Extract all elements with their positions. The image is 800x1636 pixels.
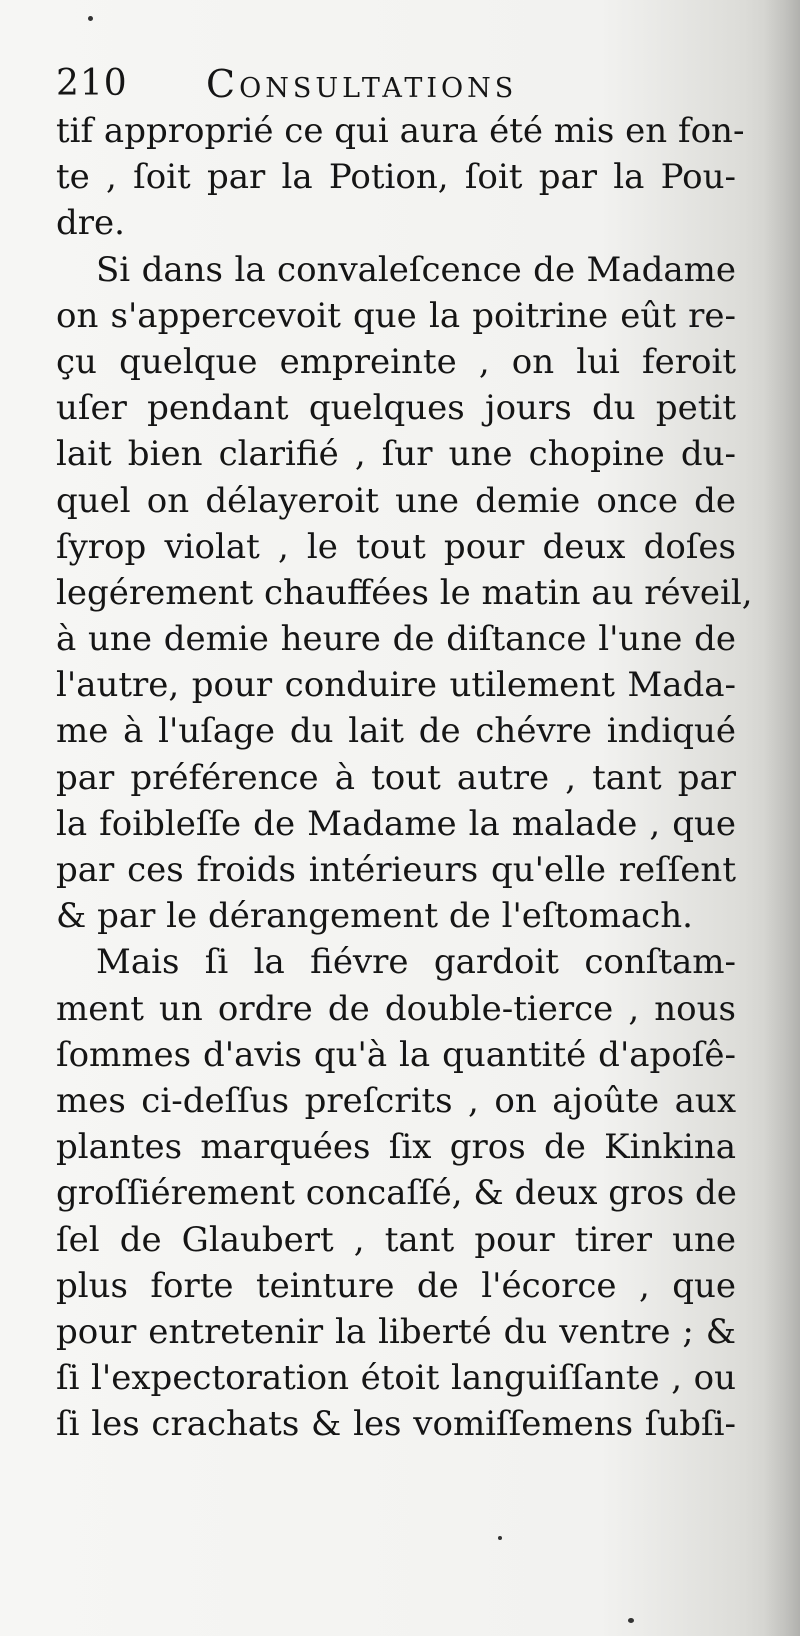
text-line: ſyrop violat , le tout pour deux doſes bbox=[56, 526, 736, 567]
text-line: plus forte teinture de l'écorce , que bbox=[56, 1265, 736, 1306]
text-line: ſi l'expectoration étoit languiſſante , ou bbox=[56, 1358, 736, 1399]
text-line: tif approprié ce qui aura été mis en fon- bbox=[56, 111, 745, 151]
text-line: çu quelque empreinte , on lui feroit bbox=[56, 341, 736, 382]
text-line: Mais ſi la fiévre gardoit conſtam- bbox=[96, 942, 736, 983]
text-line: legérement chauffées le matin au réveil, bbox=[56, 572, 753, 613]
text-line: on s'appercevoit que la poitrine eût re- bbox=[56, 295, 736, 336]
text-line: Si dans la convaleſcence de Madame bbox=[96, 249, 736, 290]
ink-speck bbox=[498, 1536, 502, 1540]
text-line: par ces froids intérieurs qu'elle reſſent bbox=[56, 850, 736, 890]
running-head bbox=[56, 58, 756, 110]
running-title: Consultations bbox=[206, 62, 518, 106]
page-number: 210 bbox=[56, 63, 128, 104]
text-line: plantes marquées ſix gros de Kinkina bbox=[56, 1127, 736, 1168]
text-line: groſſiérement concaſſé, & deux gros de bbox=[56, 1173, 737, 1214]
page-edge-shadow bbox=[764, 0, 800, 1636]
text-line: à une demie heure de diſtance l'une de bbox=[56, 619, 736, 660]
text-line: me à l'uſage du lait de chévre indiqué bbox=[56, 711, 736, 752]
text-line: dre. bbox=[56, 203, 125, 244]
text-line: mes ci-deſſus preſcrits , on ajoûte aux bbox=[56, 1080, 736, 1121]
text-line: ment un ordre de double-tierce , nous bbox=[56, 988, 736, 1029]
text-line: te , ſoit par la Potion, ſoit par la Pou- bbox=[56, 157, 736, 198]
text-line: quel on délayeroit une demie once de bbox=[56, 480, 736, 521]
ink-speck bbox=[88, 16, 93, 21]
text-line: la foibleſſe de Madame la malade , que bbox=[56, 803, 736, 844]
text-line: par préférence à tout autre , tant par bbox=[56, 757, 736, 798]
text-line: ſi les crachats & les vomiſſemens ſubſi- bbox=[56, 1404, 736, 1445]
text-line: ſel de Glaubert , tant pour tirer une bbox=[56, 1219, 736, 1260]
text-line: & par le dérangement de l'eſtomach. bbox=[56, 896, 693, 937]
text-line: pour entretenir la liberté du ventre ; & bbox=[56, 1311, 736, 1352]
text-line: uſer pendant quelques jours du petit bbox=[56, 388, 736, 429]
ink-speck bbox=[628, 1618, 634, 1623]
text-line: lait bien clarifié , ſur une chopine du- bbox=[56, 434, 736, 475]
text-line: l'autre, pour conduire utilement Mada- bbox=[56, 665, 736, 706]
body-text bbox=[56, 108, 753, 1447]
text-line: ſommes d'avis qu'à la quantité d'apoſê- bbox=[56, 1034, 736, 1075]
